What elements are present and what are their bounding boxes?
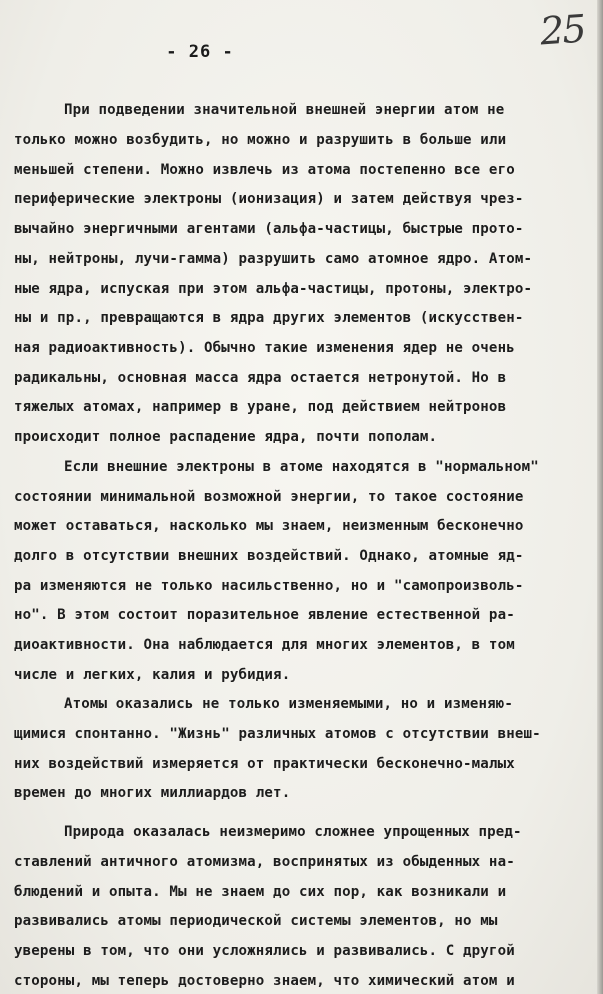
text-line: тяжелых атомах, например в уране, под действием нейтронов xyxy=(14,399,507,415)
text-line: ная радиоактивность). Обычно такие изменения ядер не очень xyxy=(14,340,515,356)
text-line: состоянии минимальной возможной энергии, то такое состояние xyxy=(14,489,524,505)
text-line: ны и пр., превращаются в ядра других элементов (искусствен- xyxy=(14,310,524,326)
text-line: но". В этом состоит поразительное явление естественной ра- xyxy=(14,607,515,623)
text-line: только можно возбудить, но можно и разрушить в больше или xyxy=(14,132,507,148)
text-line: ра изменяются не только насильственно, но и "самопроизволь- xyxy=(14,578,524,594)
text-line: ны, нейтроны, лучи-гамма) разрушить само атомное ядро. Атом- xyxy=(14,251,533,267)
text-line: периферические электроны (ионизация) и затем действуя чрез- xyxy=(14,191,524,207)
text-line: времен до многих миллиардов лет. xyxy=(14,785,291,801)
text-line: меньшей степени. Можно извлечь из атома постепенно все его xyxy=(14,162,515,178)
page-number: - 26 - xyxy=(166,42,234,62)
text-line: долго в отсутствии внешних воздействий. Однако, атомные яд- xyxy=(14,548,524,564)
text-line: При подведении значительной внешней энергии атом не xyxy=(64,102,505,118)
text-line: Природа оказалась неизмеримо сложнее упрощенных пред- xyxy=(64,824,522,840)
text-line: ставлений античного атомизма, воспринятых из обыденных на- xyxy=(14,854,515,870)
text-line: уверены в том, что они усложнялись и развивались. С другой xyxy=(14,943,515,959)
text-line: Если внешние электроны в атоме находятся в "нормальном" xyxy=(64,459,539,475)
text-line: радикальны, основная масса ядра остается нетронутой. Но в xyxy=(14,370,507,386)
text-line: стороны, мы теперь достоверно знаем, что химический атом и xyxy=(14,973,515,989)
text-line: диоактивности. Она наблюдается для многих элементов, в том xyxy=(14,637,515,653)
text-line: ные ядра, испуская при этом альфа-частицы, протоны, электро- xyxy=(14,281,533,297)
archive-page-number: 25 xyxy=(538,6,586,54)
text-line: происходит полное распадение ядра, почти пополам. xyxy=(14,429,438,445)
text-line: них воздействий измеряется от практически бесконечно-малых xyxy=(14,756,515,772)
page-edge-shadow xyxy=(597,0,603,994)
text-line: числе и легких, калия и рубидия. xyxy=(14,667,291,683)
text-line: вычайно энергичными агентами (альфа-частицы, быстрые прото- xyxy=(14,221,524,237)
text-line: блюдений и опыта. Мы не знаем до сих пор, как возникали и xyxy=(14,884,507,900)
text-line: щимися спонтанно. "Жизнь" различных атомов с отсутствии внеш- xyxy=(14,726,541,742)
text-line: может оставаться, насколько мы знаем, неизменным бесконечно xyxy=(14,518,524,534)
text-line: развивались атомы периодической системы элементов, но мы xyxy=(14,913,498,929)
text-line: Атомы оказались не только изменяемыми, но и изменяю- xyxy=(64,696,514,712)
